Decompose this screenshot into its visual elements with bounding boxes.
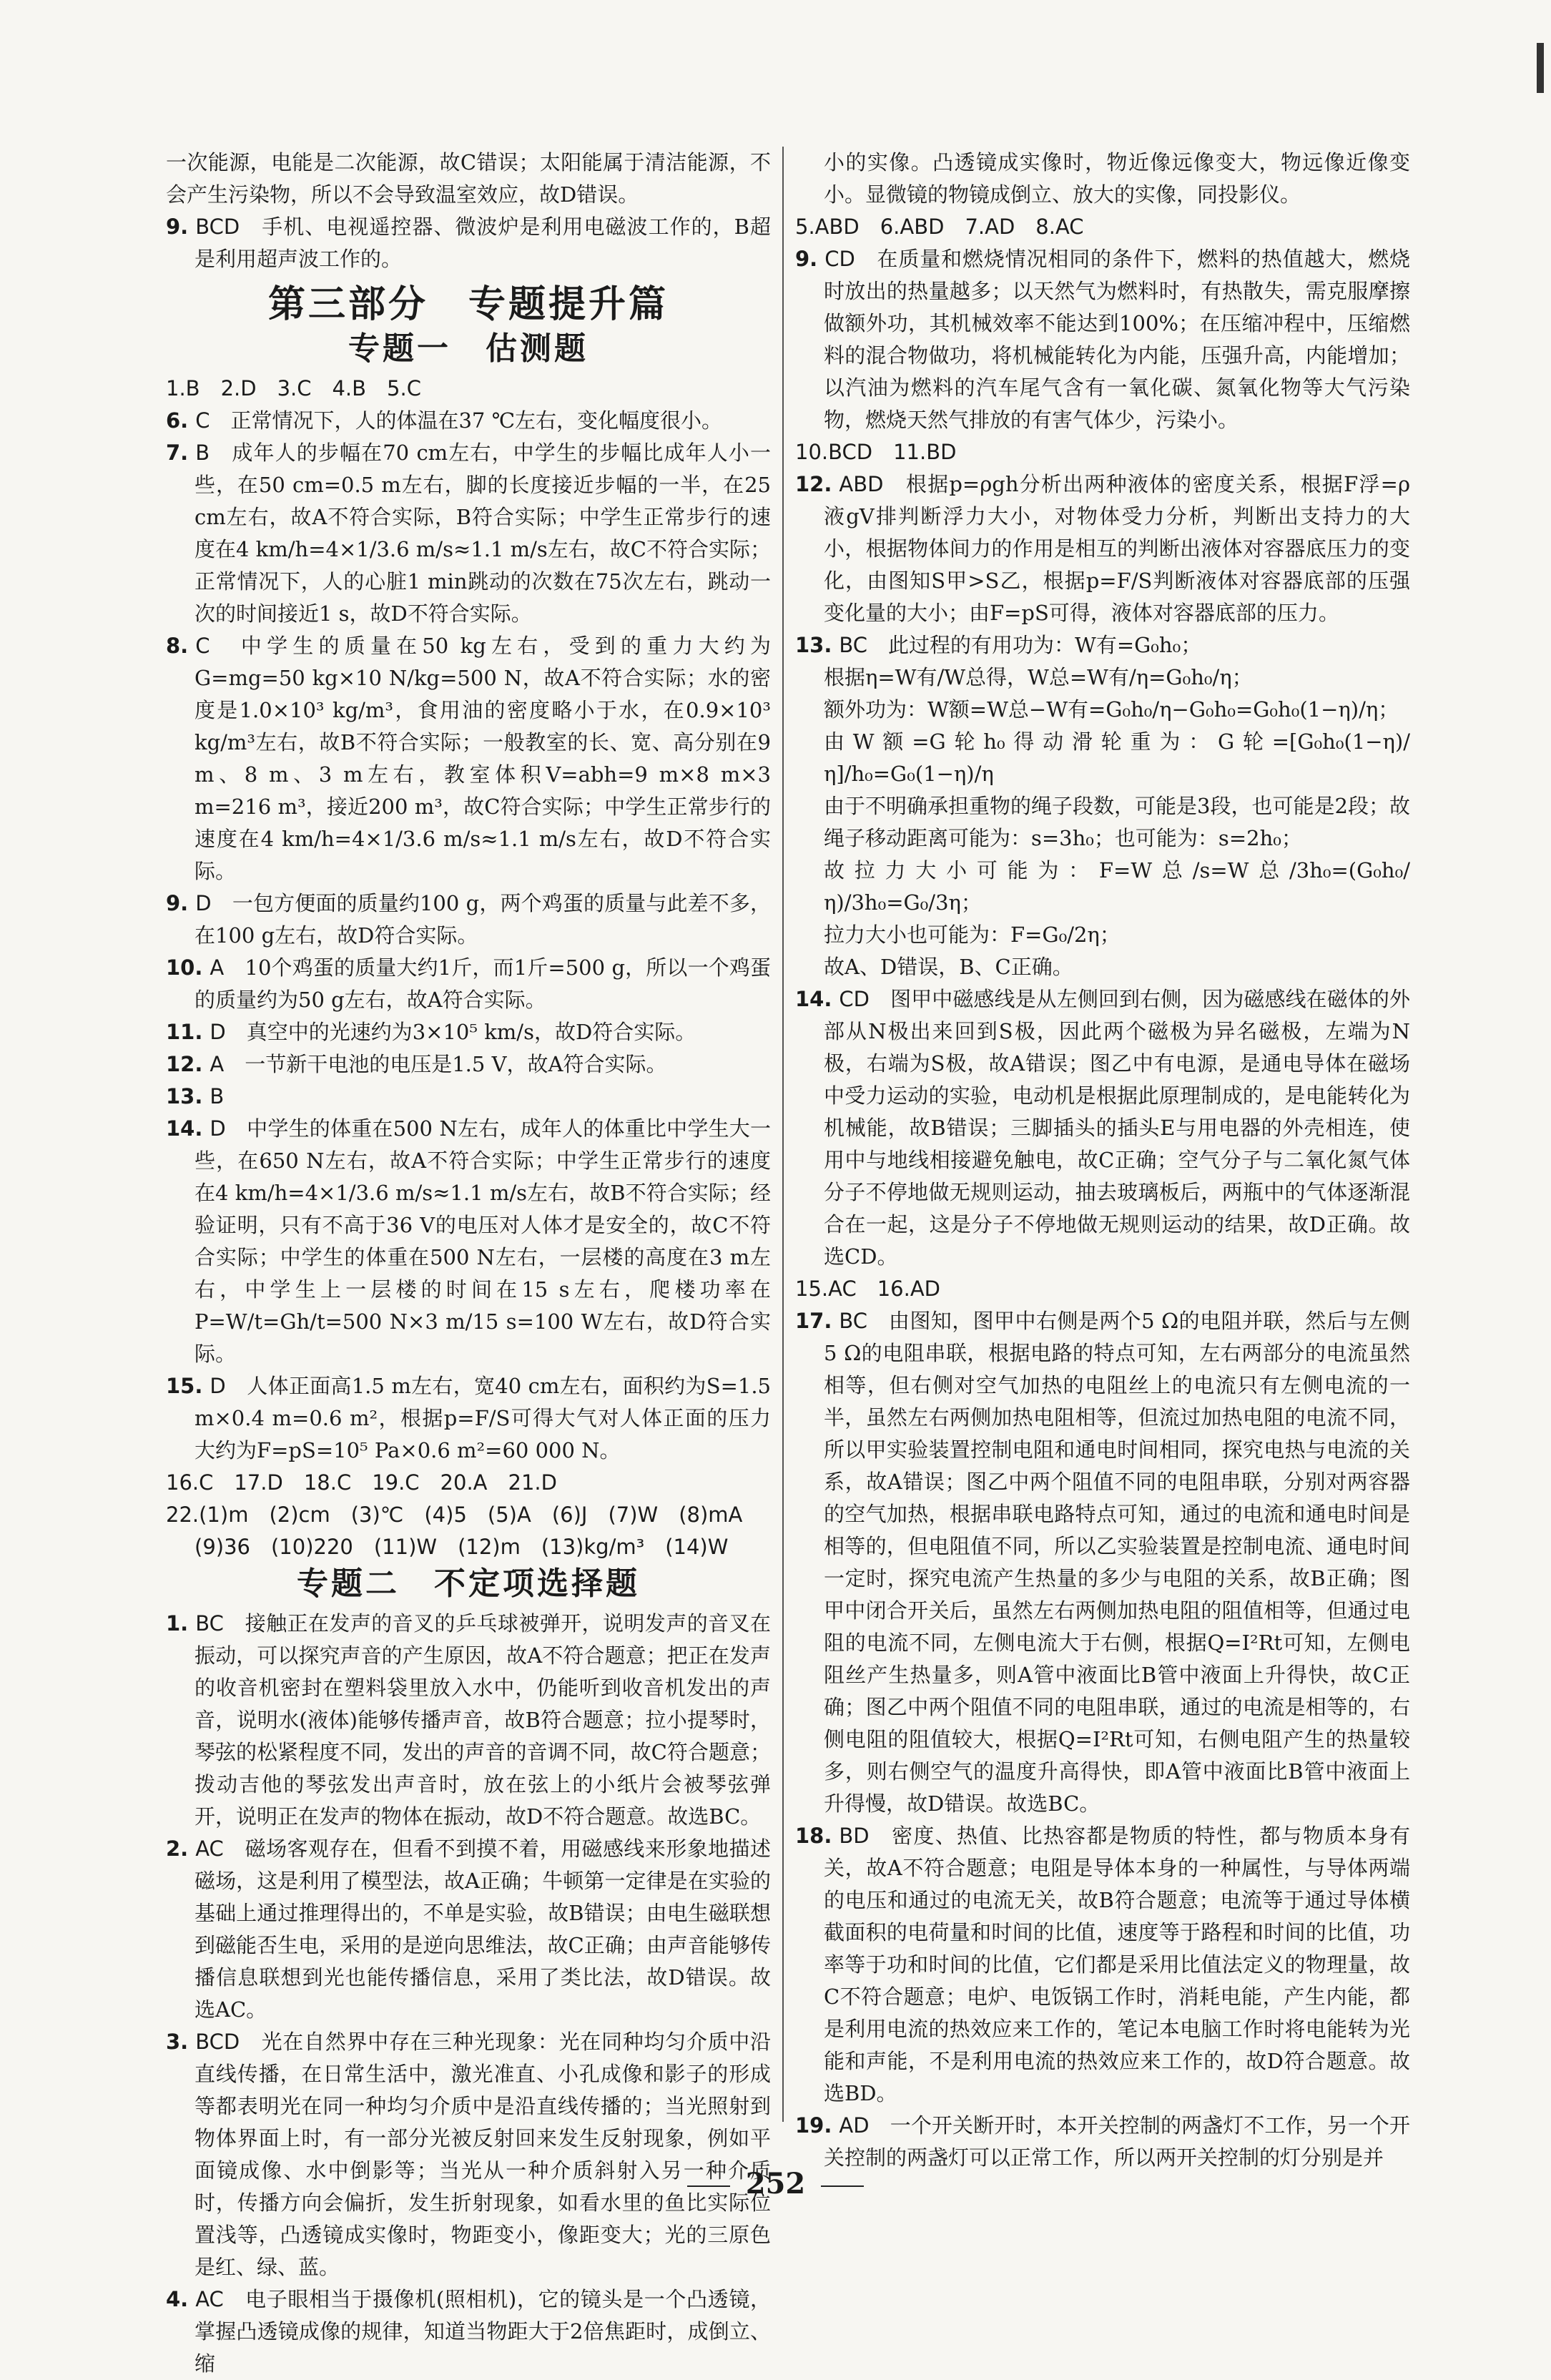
answer-item: 15. D 人体正面高1.5 m左右，宽40 cm左右，面积约为S=1.5 m×0.4 m=0.6 m²，根据p=F/S可得大气对人体正面的压力大约为F=pS=10⁵ Pa×0.6 m²=60 000 N。	[166, 1374, 771, 1462]
answer-item: 6. C 正常情况下，人的体温在37 ℃左右，变化幅度很小。	[166, 408, 723, 433]
answer-row: 16.C 17.D 18.C 19.C 20.A 21.D	[166, 1470, 557, 1495]
topic-title-2: 专题二 不定项选择题	[297, 1565, 640, 1602]
solution-line: 故A、D错误，B、C正确。	[824, 955, 1073, 979]
answer-row: 15.AC 16.AD	[795, 1277, 940, 1301]
answer-item: 14. D 中学生的体重在500 N左右，成年人的体重比中学生大一些，在650 N左右，故A不符合实际；中学生正常步行的速度在4 km/h=4×1/3.6 m/s≈1.1 m/s左右，故B不符合实际；经验证明，只有不高于36 V的电压对人体才是安全的，故C不符合实际；中学生的体重在500 N左右，一层楼的高度在3 m左右，中学生上一层楼的时间在15 s左右，爬楼功率在P=W/t=Gh/t=500 N×3 m/15 s=100 W左右，故D符合实际。	[166, 1116, 771, 1366]
page-footer	[0, 2167, 1551, 2200]
answer-item: 9. CD 在质量和燃烧情况相同的条件下，燃料的热值越大，燃烧时放出的热量越多；以天然气为燃料时，有热散失，需克服摩擦做额外功，其机械效率不能达到100%；在压缩冲程中，压缩燃料的混合物做功，将机械能转化为内能，压强升高，内能增加；以汽油为燃料的汽车尾气含有一氧化碳、氮氧化物等大气污染物，燃烧天然气排放的有害气体少，污染小。	[795, 247, 1410, 432]
footer-dash-left	[687, 2185, 730, 2187]
answer-item: 18. BD 密度、热值、比热容都是物质的特性，都与物质本身有关，故A不符合题意；电阻是导体本身的一种属性，与导体两端的电压和通过的电流无关，故B符合题意；电流等于通过导体横截面积的电荷量和时间的比值，速度等于路程和时间的比值，功率等于功和时间的比值，它们都是采用比值法定义的物理量，故C不符合题意；电炉、电饭锅工作时，消耗电能，产生内能，都是利用电流的热效应来工作的，笔记本电脑工作时将电能转为光能和声能，不是利用电流的热效应来工作的，故D符合题意。故选BD。	[795, 1824, 1410, 2105]
answer-row: 22.(1)m (2)cm (3)℃ (4)5 (5)A (6)J (7)W (8)mA	[166, 1503, 743, 1527]
page-number: 252	[745, 2167, 806, 2200]
page-edge-mark	[1537, 43, 1544, 93]
answer-item: 12. ABD 根据p=ρgh分析出两种液体的密度关系，根据F浮=ρ液gV排判断浮力大小，对物体受力分析，判断出支持力的大小，根据物体间力的作用是相互的判断出液体对容器底压力的变化，由图知S甲>S乙，根据p=F/S判断液体对容器底部的压强变化量的大小；由F=pS可得，液体对容器底部的压力。	[795, 472, 1410, 625]
column-divider	[782, 147, 784, 2122]
answer-row: 10.BCD 11.BD	[795, 440, 957, 464]
solution-line: 拉力大小也可能为：F=G₀/2η；	[824, 923, 1121, 947]
right-continued-text: 小的实像。凸透镜成实像时，物近像远像变大，物远像近像变小。显微镜的物镜成倒立、放大的实像，同投影仪。	[824, 150, 1410, 207]
answer-item: 8. C 中学生的质量在50 kg左右，受到的重力大约为G=mg=50 kg×10 N/kg=500 N，故A不符合实际；水的密度是1.0×10³ kg/m³，食用油的密度略小于水，在0.9×10³ kg/m³左右，故B不符合实际；一般教室的长、宽、高分别在9 m、8 m、3 m左右，教室体积V=abh=9 m×8 m×3 m=216 m³，接近200 m³，故C符合实际；中学生正常步行的速度在4 km/h=4×1/3.6 m/s≈1.1 m/s左右，故D不符合实际。	[166, 634, 771, 883]
answer-item: 11. D 真空中的光速约为3×10⁵ km/s，故D符合实际。	[166, 1020, 696, 1044]
answer-item: 13. BC 此过程的有用功为：W有=G₀h₀；	[795, 633, 1202, 657]
solution-line: 由于不明确承担重物的绳子段数，可能是3段，也可能是2段；故绳子移动距离可能为：s=3h₀；也可能为：s=2h₀；	[824, 794, 1410, 850]
answer-item: 17. BC 由图知，图甲中右侧是两个5 Ω的电阻并联，然后与左侧5 Ω的电阻串联，根据电路的特点可知，左右两部分的电流虽然相等，但右侧对空气加热的电阻丝上的电流只有左侧电流的一半，虽然左右两侧加热电阻相等，但流过加热电阻的电流不同，所以甲实验装置控制电阻和通电时间相同，探究电热与电流的关系，故A错误；图乙中两个阻值不同的电阻串联，分别对两容器的空气加热，根据串联电路特点可知，通过的电流和通电时间是相等的，但电阻值不同，所以乙实验装置是控制电流、通电时间一定时，探究电流产生热量的多少与电阻的关系，故B正确；图甲中闭合开关后，虽然左右两侧加热电阻的阻值相等，但通过电阻的电流不同，左侧电流大于右侧，根据Q=I²Rt可知，左侧电阻丝产生热量多，则A管中液面比B管中液面上升得快，故C正确；图乙中两个阻值不同的电阻串联，通过的电流是相等的，右侧电阻的阻值较大，根据Q=I²Rt可知，右侧电阻产生的热量较多，则右侧空气的温度升高得快，即A管中液面比B管中液面上升得慢，故D错误。故选BC。	[795, 1309, 1410, 1816]
answer-item: 1. BC 接触正在发声的音叉的乒乓球被弹开，说明发声的音叉在振动，可以探究声音的产生原因，故A不符合题意；把正在发声的收音机密封在塑料袋里放入水中，仍能听到收音机发出的声音，说明水(液体)能够传播声音，故B符合题意；拉小提琴时，琴弦的松紧程度不同，发出的声音的音调不同，故C符合题意；拨动吉他的琴弦发出声音时，放在弦上的小纸片会被琴弦弹开，说明正在发声的物体在振动，故D不符合题意。故选BC。	[166, 1611, 771, 1829]
answer-row: (9)36 (10)220 (11)W (12)m (13)kg/m³ (14)W	[195, 1535, 729, 1559]
left-continued-text: 一次能源，电能是二次能源，故C错误；太阳能属于清洁能源，不会产生污染物，所以不会导致温室效应，故D错误。	[166, 150, 771, 207]
answer-item: 14. CD 图甲中磁感线是从左侧回到右侧，因为磁感线在磁体的外部从N极出来回到S极，因此两个磁极为异名磁极，左端为N极，右端为S极，故A错误；图乙中有电源，是通电导体在磁场中受力运动的实验，电动机是根据此原理制成的，是电能转化为机械能，故B错误；三脚插头的插头E与用电器的外壳相连，使用中与地线相接避免触电，故C正确；空气分子与二氧化氮气体分子不停地做无规则运动，抽去玻璃板后，两瓶中的气体逐渐混合在一起，这是分子不停地做无规则运动的结果，故D正确。故选CD。	[795, 987, 1410, 1269]
solution-line: 故拉力大小可能为：F=W总/s=W总/3h₀=(G₀h₀/η)/3h₀=G₀/3η；	[824, 858, 1410, 915]
answer-item: 9. D 一包方便面的质量约100 g，两个鸡蛋的质量与此差不多，在100 g左右，故D符合实际。	[166, 891, 771, 948]
solution-line: 额外功为：W额=W总−W有=G₀h₀/η−G₀h₀=G₀h₀(1−η)/η；	[824, 697, 1399, 722]
right-column	[795, 147, 1410, 2170]
answer-item: 2. AC 磁场客观存在，但看不到摸不着，用磁感线来形象地描述磁场，这是利用了模型法，故A正确；牛顿第一定律是在实验的基础上通过推理得出的，不单是实验，故B错误；由电生磁联想到磁能否生电，采用的是逆向思维法，故C正确；由声音能够传播信息联想到光也能传播信息，采用了类比法，故D错误。故选AC。	[166, 1836, 771, 2022]
answer-row: 1.B 2.D 3.C 4.B 5.C	[166, 376, 421, 400]
left-column	[166, 147, 771, 2376]
answer-item: 12. A 一节新干电池的电压是1.5 V，故A符合实际。	[166, 1052, 667, 1076]
answer-item: 10. A 10个鸡蛋的质量大约1斤，而1斤=500 g，所以一个鸡蛋的质量约为50 g左右，故A符合实际。	[166, 955, 771, 1012]
answer-item: 4. AC 电子眼相当于摄像机(照相机)，它的镜头是一个凸透镜，掌握凸透镜成像的规律，知道当物距大于2倍焦距时，成倒立、缩	[166, 2287, 771, 2376]
part-title: 第三部分 专题提升篇	[267, 283, 669, 326]
footer-dash-right	[821, 2185, 864, 2187]
topic-title-1: 专题一 估测题	[348, 330, 589, 367]
answer-item: 13. B	[166, 1084, 225, 1108]
answer-item: 3. BCD 光在自然界中存在三种光现象：光在同种均匀介质中沿直线传播，在日常生活中，激光准直、小孔成像和影子的形成等都表明光在同一种均匀介质中是沿直线传播的；当光照射到物体界面上时，有一部分光被反射回来发生反射现象，例如平面镜成像、水中倒影等；当光从一种介质斜射入另一种介质时，传播方向会偏折，发生折射现象，如看水里的鱼比实际位置浅等，凸透镜成实像时，物距变小，像距变大；光的三原色是红、绿、蓝。	[166, 2030, 771, 2279]
answer-item: 9. BCD 手机、电视遥控器、微波炉是利用电磁波工作的，B超是利用超声波工作的。	[166, 215, 771, 271]
solution-line: 根据η=W有/W总得，W总=W有/η=G₀h₀/η；	[824, 665, 1253, 689]
answer-item: 7. B 成年人的步幅在70 cm左右，中学生的步幅比成年人小一些，在50 cm=0.5 m左右，脚的长度接近步幅的一半，在25 cm左右，故A不符合实际，B符合实际；中学生正常步行的速度在4 km/h=4×1/3.6 m/s≈1.1 m/s左右，故C不符合实际；正常情况下，人的心脏1 min跳动的次数在75次左右，跳动一次的时间接近1 s，故D不符合实际。	[166, 441, 771, 626]
answer-item: 19. AD 一个开关断开时，本开关控制的两盏灯不工作，另一个开关控制的两盏灯可以正常工作，所以两开关控制的灯分别是并	[795, 2113, 1410, 2170]
answer-row: 5.ABD 6.ABD 7.AD 8.AC	[795, 215, 1084, 239]
solution-line: 由W额=G轮h₀得动滑轮重为：G轮=[G₀h₀(1−η)/η]/h₀=G₀(1−η)/η	[824, 729, 1410, 786]
